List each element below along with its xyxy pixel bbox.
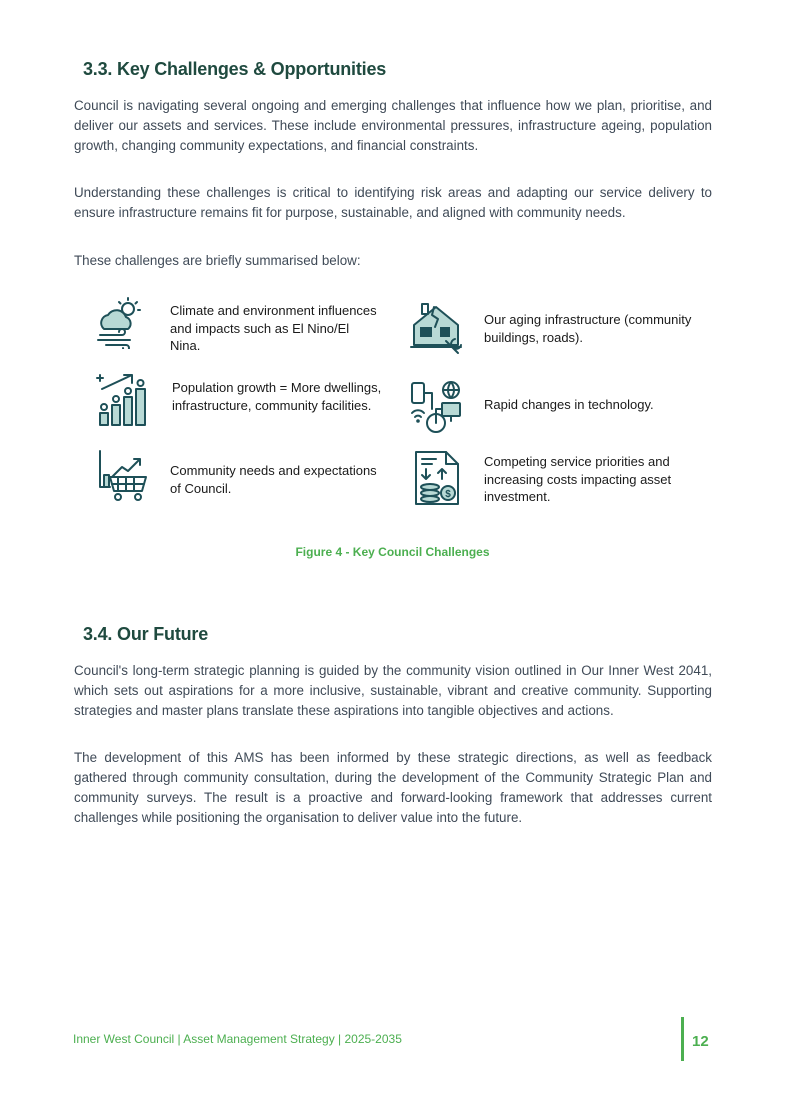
challenge-climate-text: Climate and environment influences and impacts such as El Nino/El Nina. xyxy=(170,303,377,353)
paragraph: Council's long-term strategic planning is guided by the community vision outlined in Our Inner West 2041, which sets out aspirations for a more inclusive, sustainable, vibrant and creative community. Supporting strategies and master plans translate these aspirations into tangible objectives and actions. xyxy=(74,663,712,718)
challenge-costs-text: Competing service priorities and increasing costs impacting asset investment. xyxy=(484,454,672,504)
paragraph: These challenges are briefly summarised below: xyxy=(74,253,361,268)
paragraph: Understanding these challenges is critical to identifying risk areas and adapting our service delivery to ensure infrastructure remains fit for purpose, sustainable, and aligned with community needs. xyxy=(74,185,712,220)
footer-divider xyxy=(681,1017,684,1061)
aging-infrastructure-icon xyxy=(408,299,464,355)
community-needs-icon xyxy=(96,447,152,503)
paragraph: The development of this AMS has been informed by these strategic directions, as well as feedback gathered through community consultation, during the development of the Community Strategic Plan and community surveys. The result is a proactive and forward-looking framework that addresses current challenges while positioning the organisation to deliver value into the future. xyxy=(74,750,712,825)
population-growth-icon xyxy=(96,371,152,427)
footer-text: Inner West Council | Asset Management Strategy | 2025-2035 xyxy=(73,1032,402,1046)
section-heading-our-future: 3.4. Our Future xyxy=(83,624,209,644)
costs-icon xyxy=(410,449,466,505)
figure-caption: Figure 4 - Key Council Challenges xyxy=(295,545,490,559)
challenge-technology-text: Rapid changes in technology. xyxy=(484,397,654,412)
page-number: 12 xyxy=(692,1033,709,1050)
climate-icon xyxy=(92,293,148,349)
svg-text:$: $ xyxy=(445,489,451,500)
challenge-population-text: Population growth = More dwellings, infrastructure, community facilities. xyxy=(172,380,382,413)
challenge-community-text: Community needs and expectations of Council. xyxy=(170,463,377,496)
challenge-infrastructure-text: Our aging infrastructure (community buildings, roads). xyxy=(484,312,692,345)
section-heading-key-challenges: 3.3. Key Challenges & Opportunities xyxy=(83,59,387,79)
technology-icon xyxy=(408,379,464,435)
paragraph: Council is navigating several ongoing and emerging challenges that influence how we plan, prioritise, and deliver our assets and services. These include environmental pressures, infrastructure ageing, population growth, changing community expectations, and financial constraints. xyxy=(74,98,712,153)
